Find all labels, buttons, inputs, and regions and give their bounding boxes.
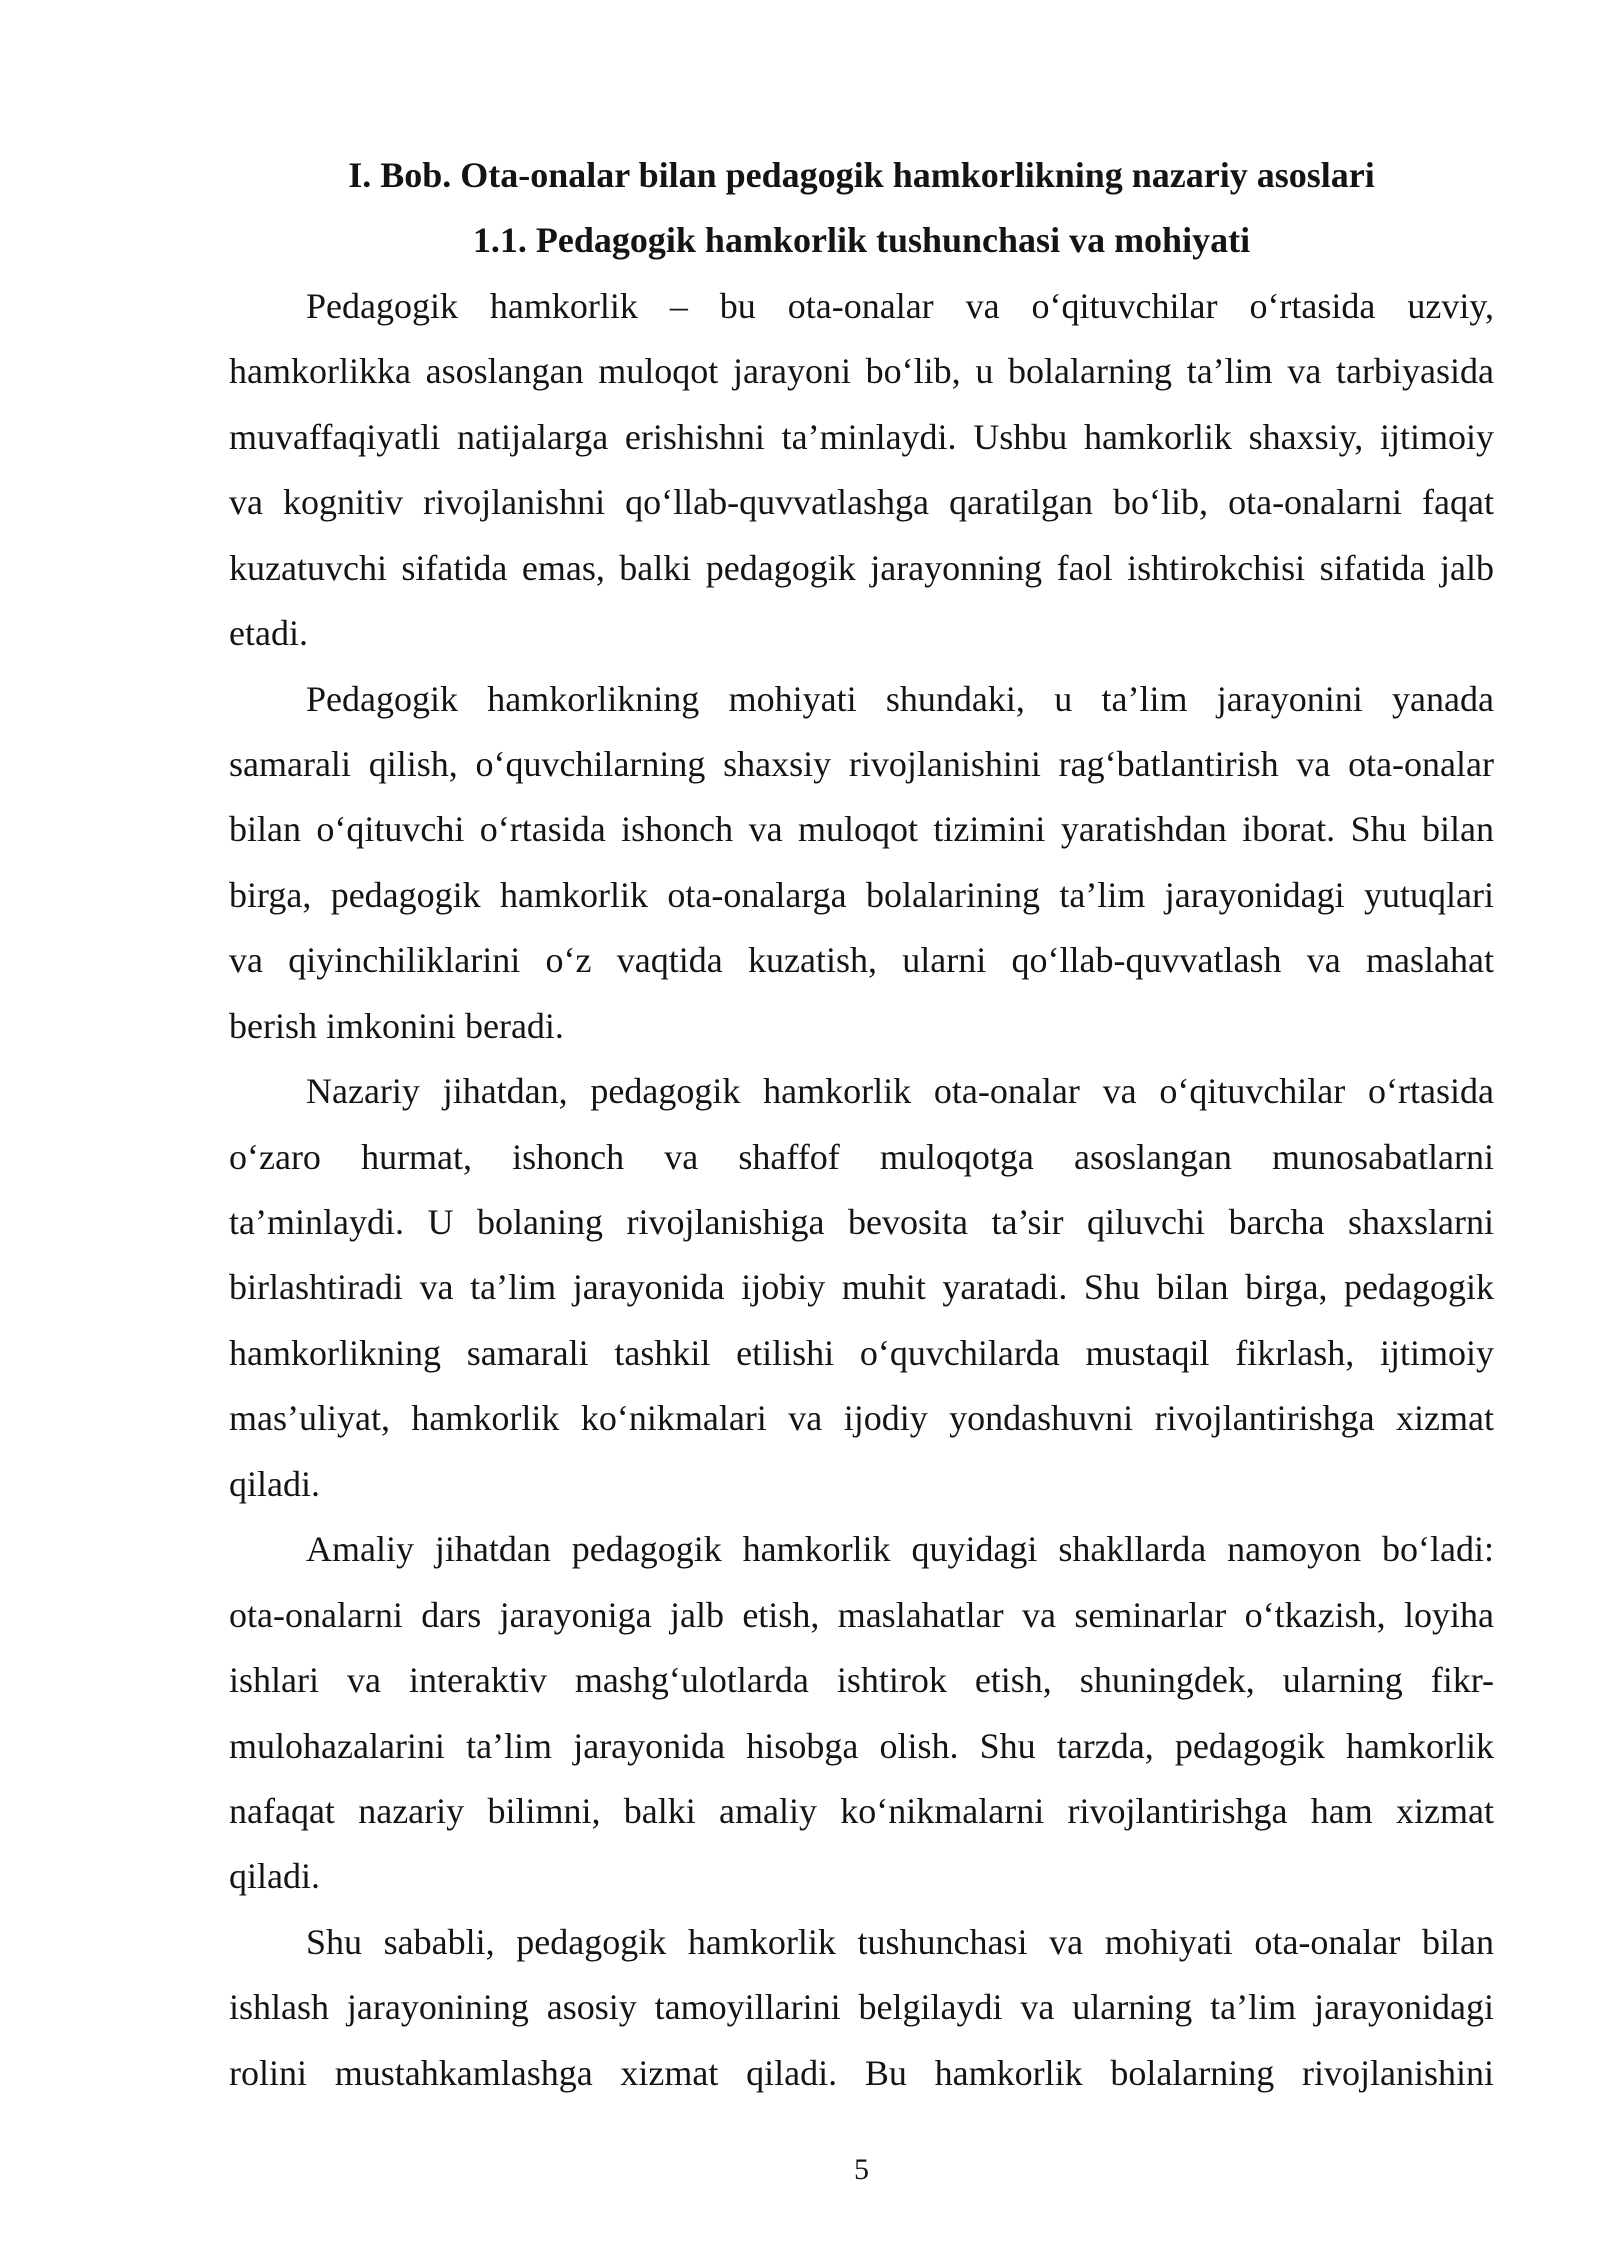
text-line: ishlash jarayonining asosiy tamoyillarini belgilaydi va ularning ta’lim jarayonidagi — [229, 1987, 1494, 2028]
text-line: ishlari va interaktiv mashg‘ulotlarda ishtirok etish, shuningdek, ularning fikr- — [229, 1660, 1494, 1701]
text-line: rolini mustahkamlashga xizmat qiladi. Bu hamkorlik bolalarning rivojlanishini — [229, 2052, 1494, 2093]
text-line: qiladi. — [229, 1856, 320, 1897]
text-line: mulohazalarini ta’lim jarayonida hisobga olish. Shu tarzda, pedagogik hamkorlik — [229, 1725, 1494, 1766]
text-line: birlashtiradi va ta’lim jarayonida ijobiy muhit yaratadi. Shu bilan birga, pedagogik — [229, 1267, 1494, 1308]
text-line: mas’uliyat, hamkorlik ko‘nikmalari va ijodiy yondashuvni rivojlantirishga xizmat — [229, 1398, 1494, 1439]
text-line: va kognitiv rivojlanishni qo‘llab-quvvatlashga qaratilgan bo‘lib, ota-onalarni faqat — [229, 482, 1494, 523]
text-line: va qiyinchiliklarini o‘z vaqtida kuzatish, ularni qo‘llab-quvvatlash va maslahat — [229, 940, 1494, 981]
text-line: birga, pedagogik hamkorlik ota-onalarga bolalarining ta’lim jarayonidagi yutuqlari — [229, 874, 1494, 915]
text-line: Shu sababli, pedagogik hamkorlik tushunchasi va mohiyati ota-onalar bilan — [306, 1921, 1494, 1962]
text-line: Amaliy jihatdan pedagogik hamkorlik quyidagi shakllarda namoyon bo‘ladi: — [306, 1529, 1494, 1570]
section-title: 1.1. Pedagogik hamkorlik tushunchasi va mohiyati — [472, 220, 1251, 261]
text-line: berish imkonini beradi. — [229, 1005, 564, 1046]
page-number: 5 — [854, 2153, 869, 2186]
text-line: Nazariy jihatdan, pedagogik hamkorlik ota-onalar va o‘qituvchilar o‘rtasida — [306, 1071, 1494, 1112]
text-line: o‘zaro hurmat, ishonch va shaffof muloqotga asoslangan munosabatlarni — [229, 1136, 1494, 1177]
text-line: nafaqat nazariy bilimni, balki amaliy ko‘nikmalarni rivojlantirishga ham xizmat — [229, 1790, 1494, 1831]
paragraph — [229, 274, 1494, 667]
text-line: Pedagogik hamkorlik – bu ota-onalar va o‘qituvchilar o‘rtasida uzviy, — [306, 285, 1494, 326]
text-line: ota-onalarni dars jarayoniga jalb etish, maslahatlar va seminarlar o‘tkazish, loyiha — [229, 1594, 1494, 1635]
paragraph — [229, 1910, 1494, 2106]
text-line: muvaffaqiyatli natijalarga erishishni ta’minlaydi. Ushbu hamkorlik shaxsiy, ijtimoiy — [229, 416, 1494, 457]
paragraph — [229, 1059, 1494, 1517]
text-line: hamkorlikning samarali tashkil etilishi o‘quvchilarda mustaqil fikrlash, ijtimoiy — [229, 1332, 1494, 1373]
body-text — [229, 274, 1494, 2106]
text-line: kuzatuvchi sifatida emas, balki pedagogik jarayonning faol ishtirokchisi sifatida jalb — [229, 547, 1494, 588]
chapter-title: I. Bob. Ota-onalar bilan pedagogik hamkorlikning nazariy asoslari — [348, 155, 1375, 195]
text-line: samarali qilish, o‘quvchilarning shaxsiy rivojlanishini rag‘batlantirish va ota-onalar — [229, 743, 1494, 784]
text-line: hamkorlikka asoslangan muloqot jarayoni bo‘lib, u bolalarning ta’lim va tarbiyasida — [229, 351, 1494, 392]
paragraph — [229, 667, 1494, 1060]
text-line: Pedagogik hamkorlikning mohiyati shundaki, u ta’lim jarayonini yanada — [306, 678, 1494, 719]
text-line: bilan o‘qituvchi o‘rtasida ishonch va muloqot tizimini yaratishdan iborat. Shu bilan — [229, 809, 1494, 850]
text-line: qiladi. — [229, 1463, 320, 1504]
text-line: etadi. — [229, 613, 308, 654]
text-line: ta’minlaydi. U bolaning rivojlanishiga bevosita ta’sir qiluvchi barcha shaxslarni — [229, 1202, 1494, 1242]
paragraph — [229, 1517, 1494, 1910]
page-content — [229, 143, 1494, 2106]
